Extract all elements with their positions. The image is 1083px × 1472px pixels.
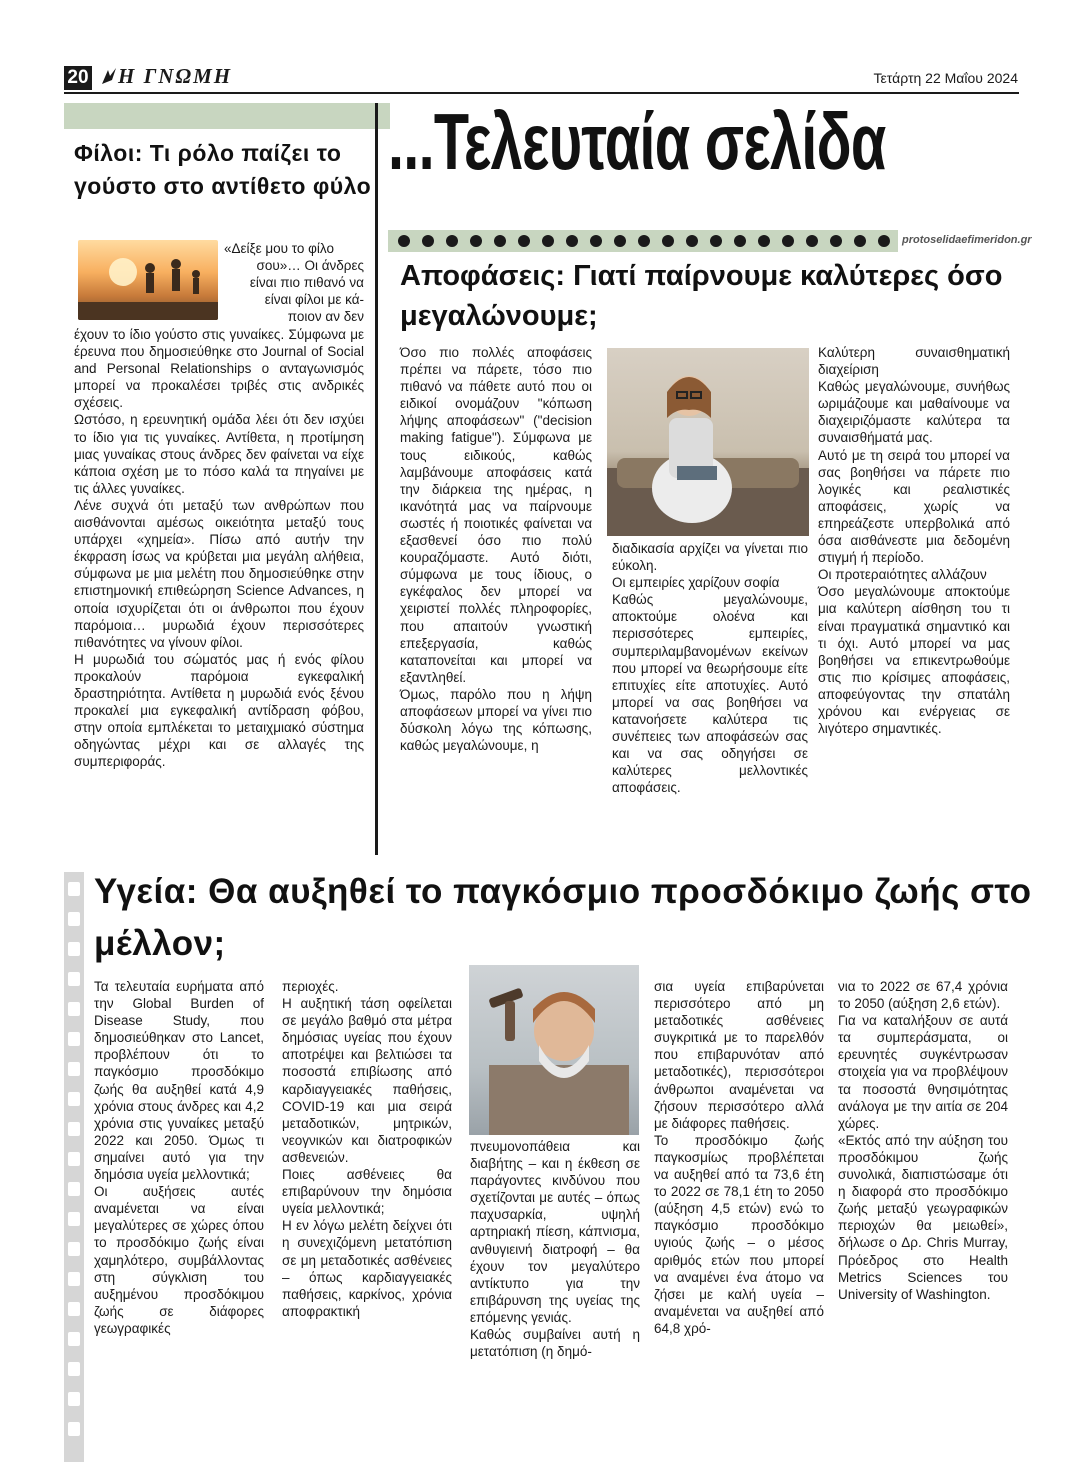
page-number: 20 xyxy=(64,66,92,90)
article1-headline: Φίλοι: Τι ρόλο παίζει το γούστο στο αντίθετο φύλο xyxy=(74,140,372,199)
film-strip-decoration xyxy=(64,872,84,1462)
intro-line: «Δείξε μου το φίλο xyxy=(224,241,334,256)
paragraph: διαδικασία αρχίζει να γίνεται πιο εύκολη. xyxy=(612,541,808,574)
paragraph: Όμως, παρόλο που η λήψη αποφάσεων μπορεί να γίνει πιο δύσκολη λόγω της κόπωσης, καθώς μεγαλώνουμε, η xyxy=(400,686,592,754)
paragraph: Το προσδόκιμο ζωής παγκοσμίως προβλέπεται να αυξηθεί από τα 73,6 έτη το 2022 σε 78,1 έτη το 2050 (αύξηση 4,5 ετών) ενώ το παγκόσμιο προσδόκιμο υγιούς ζωής – ο μέσος αριθμός ετών που μπορεί να αναμένει ένα άτομο να ζήσει με καλή υγεία – αναμένεται να αυξηθεί από 64,8 χρό- xyxy=(654,1132,824,1336)
article2-col2 xyxy=(612,540,808,796)
article1-body xyxy=(74,326,364,770)
article3-col2 xyxy=(282,978,452,1320)
dotted-band xyxy=(388,230,898,252)
paragraph: Η αυξητική τάση οφείλεται σε μεγάλο βαθμό στα μέτρα δημόσιας υγείας που έχουν αποτρέψει και βελτιώσει τα ποσοστά επιβίωσης από καρδιαγγειακές παθήσεις, COVID-19 και μια σειρά μεταδοτικών, μητρικών, νεογνικών και διατροφικών ασθενειών. xyxy=(282,996,452,1165)
paragraph: Λένε συχνά ότι μεταξύ των ανθρώπων που αισθάνονται αμέσως οικειότητα μεταξύ τους υπάρχει «χημεία». Πίσω από αυτήν την έκφραση ίσως να κρύβεται μια μεγάλη αλήθεια, σύμφωνα με μια μελέτη που δημοσιεύθηκε στην επιστημονική επιθεώρηση Science Advances, η οποία ισχυρίζεται ότι οι άνθρωποι που έχουν παρόμοια… μυρωδιά έχουν περισσότερες πιθανότητες να γίνουν φίλοι. xyxy=(74,497,364,650)
article2-col1 xyxy=(400,344,592,754)
paragraph: σια υγεία επιβαρύνεται περισσότερο από μη μεταδοτικές ασθένειες συγκριτικά με το παρελθόν που επιβαρυνόταν από μεταδοτικές), περισσότεροι άνθρωποι αναμένεται να ζήσουν περισσότερο αλλά με διάφορες παθήσεις. xyxy=(654,979,824,1131)
paragraph: έχουν το ίδιο γούστο στις γυναίκες. Σύμφωνα με έρευνα που δημοσιεύθηκε στο Journal of Social and Personal Relationships ο ανταγωνισμός μπορεί να προκαλέσει τριβές στις ανδρικές σχέσεις. xyxy=(74,327,364,411)
article2-headline: Αποφάσεις: Γιατί παίρνουμε καλύτερες όσο μεγαλώνουμε; xyxy=(400,260,1003,332)
woman-thinking-photo xyxy=(607,348,809,536)
article3-col1 xyxy=(94,978,264,1337)
paragraph: Η εν λόγω μελέτη δείχνει ότι η συνεχιζόμενη μετατόπιση σε μη μεταδοτικές ασθένειες – όπως καρδιαγγειακές παθήσεις, καρκίνος, χρόνια αποφρακτική xyxy=(282,1218,452,1319)
paragraph: Καθώς μεγαλώνουμε, αποκτούμε ολοένα και περισσότερες εμπειρίες, συμπεριλαμβανομένων εκείνων που μπορεί να θεωρήσουμε είτε επιτυχίες είτε αποτυχίες. Αυτό μπορεί να σας βοηθήσει να κατανοήσετε καλύτερα τις συνέπειες των αποφάσεών σας και να σας οδηγήσει σε καλύτερες μελλοντικές αποφάσεις. xyxy=(612,592,808,796)
paragraph: «Εκτός από την αύξηση του προσδόκιμου ζωής συνολικά, διαπιστώσαμε ότι η διαφορά στο προσδόκιμο ζωής μεταξύ γεωγραφικών περιοχών θα μειωθεί», δήλωσε ο Δρ. Chris Murray, Πρόεδρος στο Health Metrics Sciences του University of Washington. xyxy=(838,1132,1008,1302)
article3-headline: Υγεία: Θα αυξηθεί το παγκόσμιο προσδόκιμο ζωής στο μέλλον; xyxy=(94,872,1032,963)
subheading: Ποιες ασθένειες θα επιβαρύνουν την δημόσια υγεία μελλοντικά; xyxy=(282,1167,452,1217)
paragraph: Για να καταλήξουν σε αυτά τα συμπεράσματα, οι ερευνητές συγκέντρωσαν στοιχεία για να προβλέψουν τα ποσοστά θνησιμότητας ανάλογα με την αιτία σε 204 χώρες. xyxy=(838,1013,1008,1131)
older-man-photo xyxy=(469,965,639,1135)
section-title: ...Τελευταία σελίδα xyxy=(388,97,886,186)
paragraph: Ωστόσο, η ερευνητική ομάδα λέει ότι δεν ισχύει το ίδιο για τις γυναίκες. Αντίθετα, η προτίμηση μιας γυναίκας στους άνδρες δεν φαίνεται να είχε κάποια σχέση με το πόσο καλά τα πηγαίνει με τις άλλες γυναίκες. xyxy=(74,412,364,496)
paragraph: Οι αυξήσεις αυτές αναμένεται να είναι μεγαλύτερες σε χώρες όπου το προσδόκιμο ζωής είναι χαμηλότερο, συμβάλλοντας στη σύγκλιση του αυξημένου προσδόκιμου ζωής σε διάφορες γεωγραφικές xyxy=(94,1184,264,1336)
paragraph: πνευμονοπάθεια και διαβήτης – και η έκθεση σε παράγοντες κινδύνου που σχετίζονται με αυτές – όπως παχυσαρκία, υψηλή αρτηριακή πίεση, κάπνισμα, ανθυγιεινή διατροφή – θα έχουν τον μεγαλύτερο αντίκτυπο για την επιβάρυνση της υγείας της επόμενης γενιάς. xyxy=(470,1139,640,1325)
intro-line: είναι πιο πιθανό να xyxy=(249,275,364,291)
paragraph: Καθώς συμβαίνει αυτή η μετατόπιση (η δημό- xyxy=(470,1327,640,1360)
friends-photo xyxy=(78,240,218,320)
column-divider xyxy=(375,103,378,855)
paragraph: περιοχές. xyxy=(282,979,339,994)
subheading: Καλύτερη συναισθηματική διαχείριση xyxy=(818,345,1010,378)
article3-col4 xyxy=(654,978,824,1337)
newspaper-logo xyxy=(118,64,232,89)
left-accent-band xyxy=(64,103,390,129)
article2-col3 xyxy=(818,344,1010,737)
paragraph: Η μυρωδιά του σώματός μας ή ενός φίλου προκαλούν παρόμοια εγκεφαλική δραστηριότητα. Αντίθετα η μυρωδιά ενός ξένου προκαλεί μια εγκεφαλική αντίδραση φόβου, στην οποία εμπλέκεται το μεταιχμιακό σύστημα οδηγώντας μέχρι και σε αλλαγές της συμπεριφοράς. xyxy=(74,651,364,770)
subheading: Οι εμπειρίες χαρίζουν σοφία xyxy=(612,575,780,591)
paragraph: Τα τελευταία ευρήματα από την Global Burden of Disease Study, που δημοσιεύθηκαν στο Lancet, προβλέπουν ότι το παγκόσμιο προσδόκιμο ζωής θα αυξηθεί κατά 4,9 χρόνια στους άνδρες και 4,2 χρόνια στις γυναίκες μεταξύ 2022 και 2050. Όμως τι σημαίνει αυτό για την δημόσια υγεία μελλοντικά; xyxy=(94,979,264,1183)
article3-col5 xyxy=(838,978,1008,1303)
paragraph: Καθώς μεγαλώνουμε, συνήθως ωριμάζουμε και μαθαίνουμε να διαχειριζόμαστε καλύτερα τα συναισθήματά μας. xyxy=(818,379,1010,446)
logo-text: Η ΓΝΩΜΗ xyxy=(118,64,233,88)
issue-date: Τετάρτη 22 Μαΐου 2024 xyxy=(873,70,1018,86)
paragraph: νια το 2022 σε 67,4 χρόνια το 2050 (αύξηση 2,6 ετών). xyxy=(838,979,1008,1012)
intro-line: σου»… Οι άνδρες xyxy=(256,258,364,274)
intro-line: ποιον αν δεν xyxy=(287,309,364,325)
paragraph: Όσο μεγαλώνουμε αποκτούμε μια καλύτερη αίσθηση του τι είναι πραγματικά σημαντικό και τι όχι. Αυτό μπορεί να μας βοηθήσει να επικεντρωθούμε στις πιο κρίσιμες αποφάσεις, αποφεύγοντας την σπατάλη χρόνου και ενέργειας σε λιγότερο σημαντικές. xyxy=(818,584,1010,737)
source-watermark: protoselidaefimeridon.gr xyxy=(902,234,1032,246)
article1-intro xyxy=(224,240,364,325)
intro-line: είναι φίλοι με κά- xyxy=(264,292,364,308)
paragraph: Αυτό με τη σειρά του μπορεί να σας βοηθήσει να πάρετε πιο λογικές και ρεαλιστικές αποφάσεις, χωρίς να επηρεάζεστε υπερβολικά από όσα αισθάνεστε μια δεδομένη στιγμή ή περίοδο. xyxy=(818,447,1010,566)
paragraph: Όσο πιο πολλές αποφάσεις πρέπει να πάρετε, τόσο πιο πιθανό να πάθετε αυτό που οι ειδικοί ονομάζουν "κόπωση λήψης αποφάσεων" ("decision making fatigue"). Σύμφωνα με τους ειδικούς, καθώς λαμβάνουμε αποφάσεις κατά την διάρκεια της ημέρας, η ικανότητά μας να παίρνουμε σωστές ή ποιοτικές φαίνεται να εξασθενεί όσο πιο πολύ κουραζόμαστε. Αυτό διότι, σύμφωνα με τους ίδιους, ο εγκέφαλος δεν μπορεί να χειριστεί πολλές πληροφορίες, που απαιτούν γνωστική επεξεργασία, καθώς καταπονείται και μπορεί να εξαντληθεί. xyxy=(400,345,592,685)
header-rule xyxy=(64,92,1019,94)
bird-logo-icon xyxy=(100,66,118,91)
subheading: Οι προτεραιότητες αλλάζουν xyxy=(818,567,987,583)
article3-col3 xyxy=(470,1138,640,1360)
